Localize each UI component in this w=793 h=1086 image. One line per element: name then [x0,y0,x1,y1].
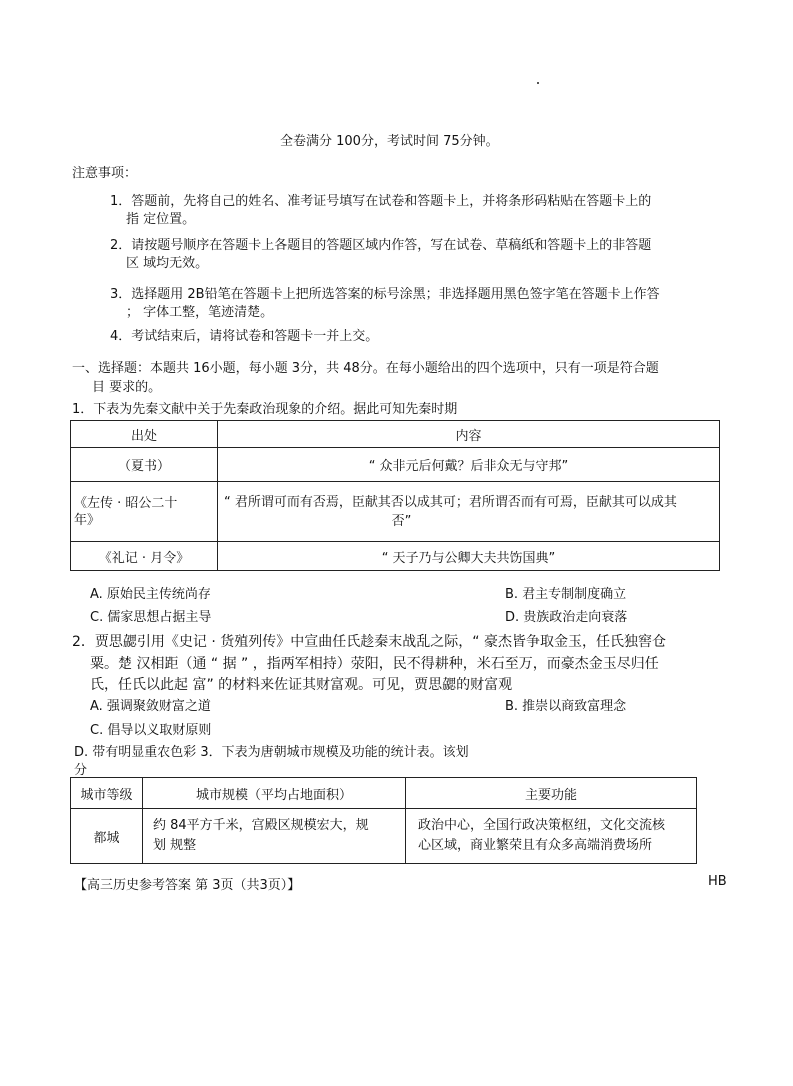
q1-header-source: 出处 [71,421,218,448]
q1-row2-source-line1: 《左传 · 昭公二十 [74,495,178,511]
q1-option-c: C. 儒家思想占据主导 [90,610,212,625]
q1-row2-content-line1: “ 君所谓可而有否焉，臣献其否以成其可；君所谓否而有可焉，臣献其可以成其 [224,494,677,510]
q1-row2-content-line2: 否” [391,513,412,529]
exam-info: 全卷满分 100分，考试时间 75分钟。 [280,134,499,149]
q1-header-content: 内容 [218,421,720,448]
note-3-line1: 3．选择题用 2B铅笔在答题卡上把所选答案的标号涂黑；非选择题用黑色签字笔在答题卡上作答 [110,287,660,302]
q3-header-function: 主要功能 [406,778,697,809]
footer-right: HB [708,874,727,889]
q1-row1-content: “ 众非元后何戴？后非众无与守邦” [218,448,720,482]
q3-row-level: 都城 [71,809,143,864]
q3-table [70,777,697,864]
q2-option-c: C. 倡导以义取财原则 [90,723,212,738]
note-1-line2: 指 定位置。 [126,212,196,227]
q1-table [70,420,720,571]
q3-header-level: 城市等级 [71,778,143,809]
q2-line1: 2．贾思勰引用《史记 · 货殖列传》中宣曲任氏趁秦末战乱之际，“ 豪杰皆争取金玉，任氏独窖仓 [72,634,666,650]
note-4: 4．考试结束后，请将试卷和答题卡一并上交。 [110,329,379,344]
q1-row2-content [218,482,720,542]
q2-line3: 氏，任氏以此起 富” 的材料来佐证其财富观。可见，贾思勰的财富观 [90,677,513,693]
q3-row-scale-line2: 划 规整 [153,838,197,853]
q1-row1-source: （夏书） [71,448,218,482]
q1-row2-source-line2: 年》 [74,512,101,528]
q1-option-d: D. 贵族政治走向衰落 [505,610,628,625]
q3-header-scale: 城市规模（平均占地面积） [143,778,406,809]
note-3-line2: ； 字体工整，笔迹清楚。 [126,305,274,320]
note-1-line1: 1．答题前，先将自己的姓名、准考证号填写在试卷和答题卡上，并将条形码粘贴在答题卡上的 [110,194,652,209]
section1-line2: 目 要求的。 [92,380,162,395]
scan-dot [537,82,539,84]
q1-row2-source [71,482,218,542]
q3-line1: D. 带有明显重农色彩 3．下表为唐朝城市规模及功能的统计表。该划 [74,745,469,760]
q2-line2: 粟。楚 汉相距（通 “ 据 ” ，指两军相持）荥阳，民不得耕种，米石至万，而豪杰金玉尽归任 [90,656,659,672]
q1-option-a: A. 原始民主传统尚存 [90,587,211,602]
q3-row-scale [143,809,406,864]
note-2-line1: 2．请按题号顺序在答题卡上各题目的答题区域内作答，写在试卷、草稿纸和答题卡上的非答题 [110,238,652,253]
q3-row-function-line1: 政治中心，全国行政决策枢纽，文化交流核 [418,818,666,833]
q2-option-a: A. 强调聚敛财富之道 [90,699,211,714]
q1-stem: 1．下表为先秦文献中关于先秦政治现象的介绍。据此可知先秦时期 [72,402,458,417]
footer-left: 【高三历史参考答案 第 3页（共3页）】 [74,878,301,893]
q3-row-function [406,809,697,864]
note-2-line2: 区 域均无效。 [126,256,209,271]
q3-row-scale-line1: 约 84平方千米，宫殿区规模宏大，规 [153,818,369,833]
q3-row-function-line2: 心区域，商业繁荣且有众多高端消费场所 [418,838,653,853]
q2-option-b: B. 推崇以商致富理念 [505,699,627,714]
q3-line2: 分 [74,763,88,778]
notes-title: 注意事项： [72,166,138,181]
q1-option-b: B. 君主专制制度确立 [505,587,627,602]
q1-row3-source: 《礼记 · 月令》 [71,542,218,571]
q1-row3-content: “ 天子乃与公卿大夫共饬国典” [218,542,720,571]
section1-line1: 一、选择题：本题共 16小题，每小题 3分，共 48分。在每小题给出的四个选项中，只有一项是符合题 [72,361,659,376]
